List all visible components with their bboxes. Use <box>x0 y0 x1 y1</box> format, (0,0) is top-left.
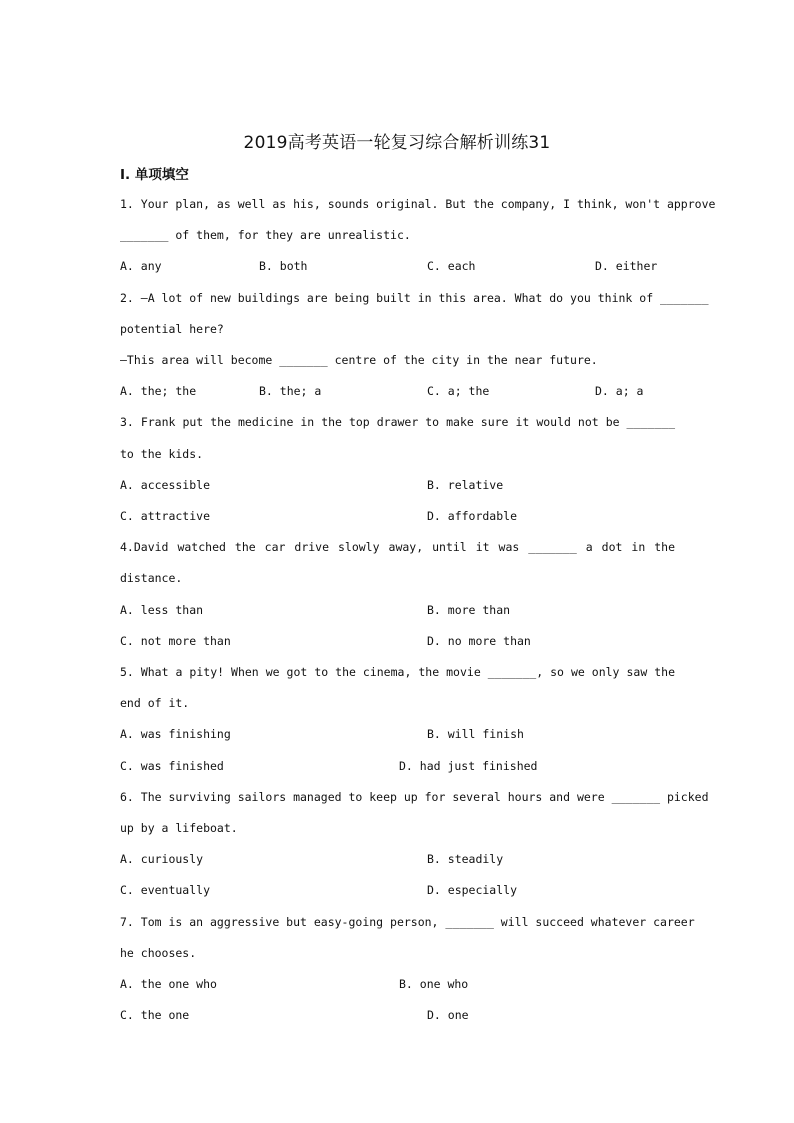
question-2-option-d: D. a; a <box>595 384 644 398</box>
question-3-option-d: D. affordable <box>427 509 518 523</box>
question-1-option-b: B. both <box>259 259 308 273</box>
page-title: 2019高考英语一轮复习综合解析训练31 <box>243 133 551 153</box>
question-1-option-c: C. each <box>427 259 476 273</box>
question-7-option-c: C. the one <box>120 1008 190 1022</box>
question-7-line-1: 7. Tom is an aggressive but easy-going person, _______ will succeed whatever career <box>120 915 695 929</box>
question-7-option-b: B. one who <box>399 977 469 991</box>
section-heading: Ⅰ. 单项填空 <box>120 167 189 183</box>
question-3-line-1: 3. Frank put the medicine in the top drawer to make sure it would not be _______ <box>120 415 675 429</box>
question-4-option-c: C. not more than <box>120 634 231 648</box>
question-4-line-1: 4.David watched the car drive slowly away, until it was _______ a dot in the <box>120 540 675 554</box>
question-5-option-a: A. was finishing <box>120 727 231 741</box>
question-6-option-d: D. especially <box>427 883 518 897</box>
question-3-option-c: C. attractive <box>120 509 211 523</box>
question-1-option-d: D. either <box>595 259 658 273</box>
question-2-line-2: potential here? <box>120 322 224 336</box>
question-5-line-1: 5. What a pity! When we got to the cinema, the movie _______, so we only saw the <box>120 665 675 679</box>
question-5-option-d: D. had just finished <box>399 759 538 773</box>
question-2-line-3: —This area will become _______ centre of the city in the near future. <box>120 353 598 367</box>
question-5-line-2: end of it. <box>120 696 190 710</box>
question-5-option-c: C. was finished <box>120 759 224 773</box>
question-1-option-a: A. any <box>120 259 162 273</box>
question-7-option-a: A. the one who <box>120 977 217 991</box>
question-6-line-1: 6. The surviving sailors managed to keep up for several hours and were _______ picked <box>120 790 709 804</box>
question-7-option-d: D. one <box>427 1008 469 1022</box>
question-4-option-d: D. no more than <box>427 634 531 648</box>
question-6-option-c: C. eventually <box>120 883 211 897</box>
question-5-option-b: B. will finish <box>427 727 524 741</box>
question-2-option-b: B. the; a <box>259 384 322 398</box>
question-2-option-a: A. the; the <box>120 384 197 398</box>
question-3-line-2: to the kids. <box>120 447 204 461</box>
question-4-option-b: B. more than <box>427 603 511 617</box>
question-2-option-c: C. a; the <box>427 384 490 398</box>
question-3-option-a: A. accessible <box>120 478 211 492</box>
question-3-option-b: B. relative <box>427 478 504 492</box>
question-1-line-1: 1. Your plan, as well as his, sounds original. But the company, I think, won't approve <box>120 197 716 211</box>
question-7-line-2: he chooses. <box>120 946 197 960</box>
question-6-option-b: B. steadily <box>427 852 504 866</box>
question-6-line-2: up by a lifeboat. <box>120 821 238 835</box>
question-1-line-2: _______ of them, for they are unrealistic. <box>120 228 411 242</box>
question-6-option-a: A. curiously <box>120 852 204 866</box>
question-4-option-a: A. less than <box>120 603 204 617</box>
question-2-line-1: 2. —A lot of new buildings are being built in this area. What do you think of _______ <box>120 291 709 305</box>
question-4-line-2: distance. <box>120 571 183 585</box>
